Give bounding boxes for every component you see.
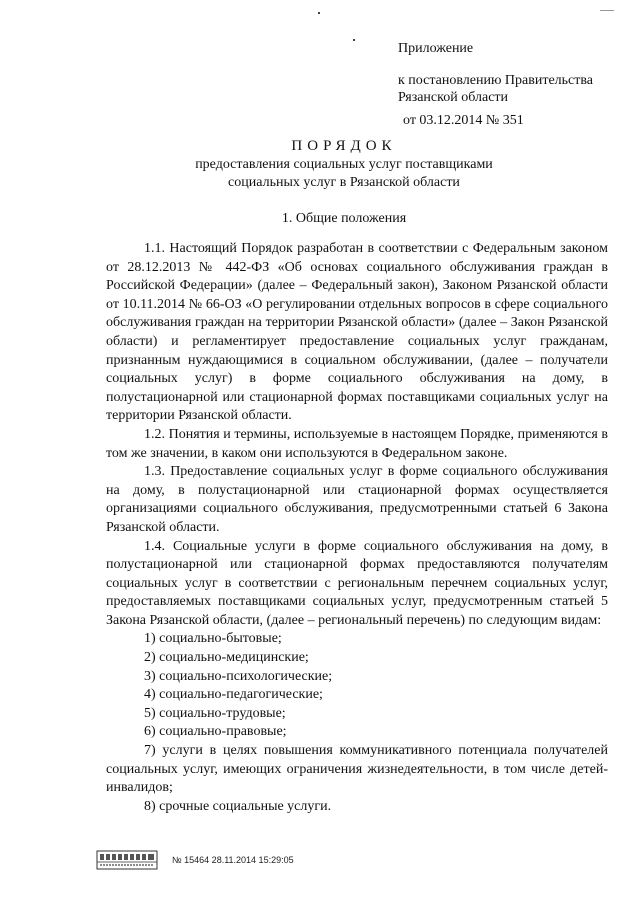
- list-item: 4) социально-педагогические;: [144, 687, 323, 703]
- list-item: 7) услуги в целях повышения коммуникативного потенциала получателей социальных услуг, имеющих ограничения жизнедеятельности, в том числе детей-инвалидов;: [106, 743, 608, 796]
- appendix-label: Приложение: [398, 41, 474, 56]
- paragraph-1-1: 1.1. Настоящий Порядок разработан в соответствии с Федеральным законом от 28.12.2013 № 442-ФЗ «Об основах социального обслуживания граждан в Российской Федерации» (далее – Федеральный закон), Законом Рязанской области от 10.11.2014 № 66-ОЗ «О регулировании отдельных вопросов в сфере социального обслуживания граждан на территории Рязанской области» (далее – Закон Рязанской области) и регламентирует предоставление социальных услуг гражданам, признанным нуждающимися в социальном обслуживании, (далее – получатели социальных услуг) в форме социального обслуживания на дому, в полустационарной или стационарной формах поставщиками социальных услуг на территории Рязанской области.: [106, 241, 608, 424]
- paragraph-1-2: 1.2. Понятия и термины, используемые в настоящем Порядке, применяются в том же значении, в каком они используются в Федеральном законе.: [106, 426, 608, 461]
- section-heading: 1. Общие положения: [281, 211, 407, 226]
- resolution-date-number: от 03.12.2014 № 351: [403, 113, 524, 128]
- title-main: ПОРЯДОК: [291, 138, 397, 154]
- resolution-reference: к постановлению Правительства: [398, 73, 594, 88]
- list-item: 5) социально-трудовые;: [144, 705, 286, 721]
- registry-stamp-icon: [96, 850, 158, 870]
- document-body: [106, 240, 608, 816]
- list-item: 1) социально-бытовые;: [144, 631, 282, 647]
- appendix-header: [0, 0, 640, 130]
- scan-speck: [600, 10, 614, 11]
- list-item: 6) социально-правовые;: [144, 724, 287, 740]
- region-name: Рязанской области: [398, 90, 509, 105]
- list-item: 8) срочные социальные услуги.: [144, 798, 332, 814]
- title-subtitle-line2: социальных услуг в Рязанской области: [228, 175, 460, 190]
- scan-speck: [318, 12, 320, 14]
- service-types-list: [106, 630, 608, 816]
- list-item: 2) социально-медицинские;: [144, 650, 309, 666]
- paragraph-1-4: 1.4. Социальные услуги в форме социального обслуживания на дому, в полустационарной или стационарной формах предоставляются получателям социальных услуг в соответствии с региональным перечнем социальных услуг, предоставляемых поставщиками социальных услуг, предусмотренным статьей 5 Закона Рязанской области, (далее – региональный перечень) по следующим видам:: [106, 538, 608, 628]
- registration-number: № 15464 28.11.2014 15:29:05: [172, 855, 294, 865]
- document-title: [0, 136, 640, 192]
- scan-speck: [353, 39, 355, 41]
- list-item: 3) социально-психологические;: [144, 668, 333, 684]
- paragraph-1-3: 1.3. Предоставление социальных услуг в форме социального обслуживания на дому, в полустационарной или стационарной формах осуществляется организациями социального обслуживания, предусмотренными статьей 6 Закона Рязанской области.: [106, 464, 608, 535]
- title-subtitle-line1: предоставления социальных услуг поставщиками: [195, 157, 493, 172]
